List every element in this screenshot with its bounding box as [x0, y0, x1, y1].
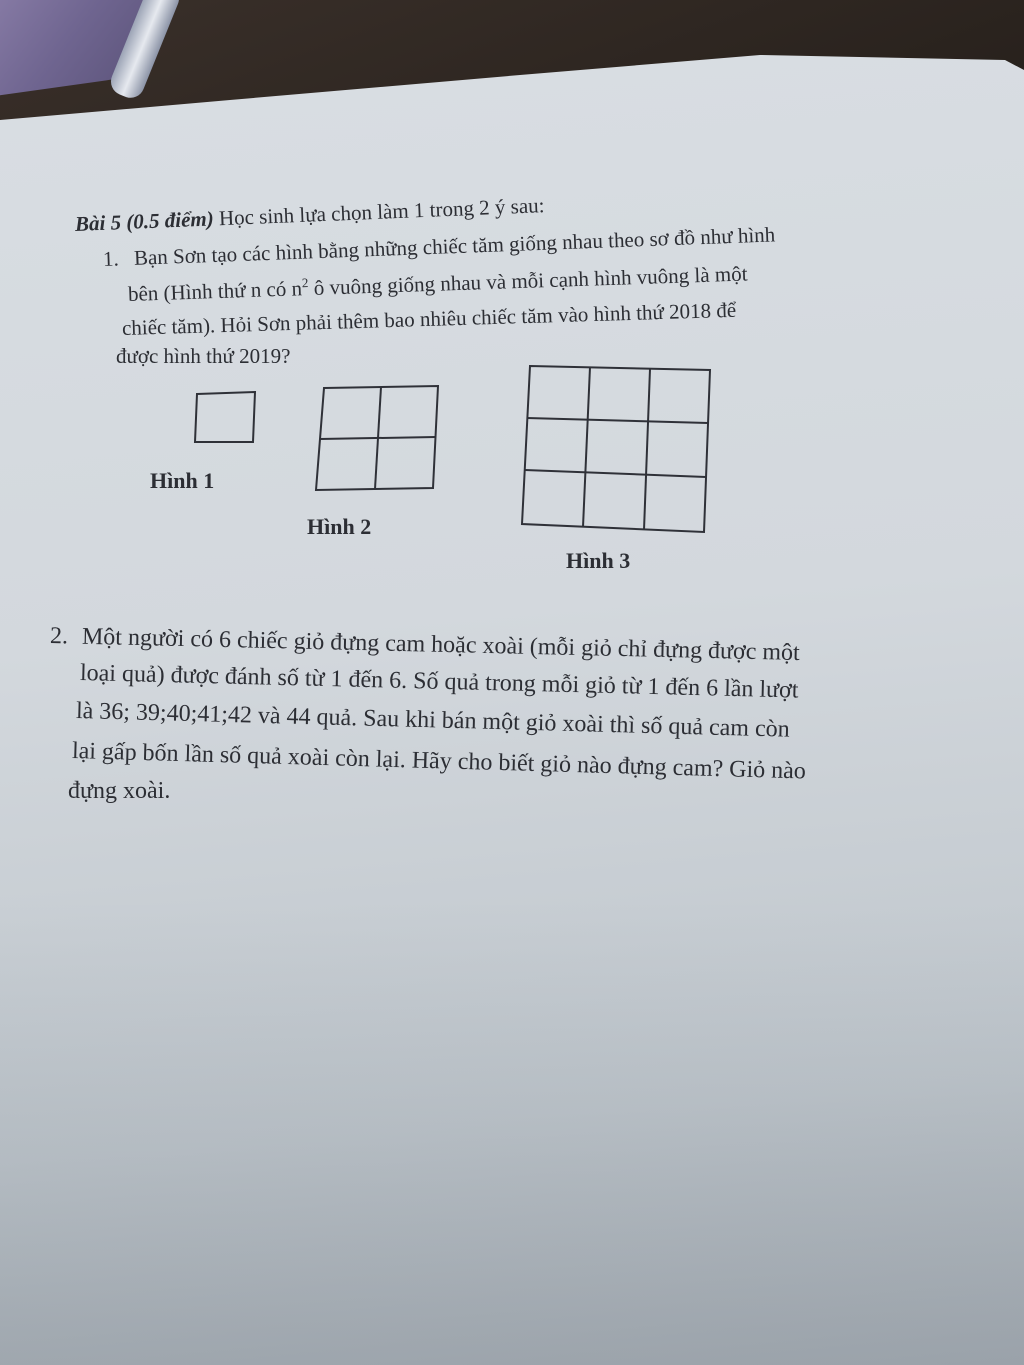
figure-3-grid	[522, 364, 712, 536]
q1-text-2a: bên (Hình thứ n có n	[127, 276, 303, 306]
figure-1-label: Hình 1	[150, 468, 215, 493]
figure-3-label: Hình 3	[566, 548, 631, 573]
q1-text-3: chiếc tăm). Hỏi Sơn phải thêm bao nhiêu chiếc tăm vào hình thứ 2018 để	[121, 297, 737, 340]
exponent: 2	[301, 275, 309, 291]
figure-1-grid	[195, 392, 257, 444]
q1-line-4	[116, 344, 290, 369]
q2-text-4: lại gấp bốn lần số quả xoài còn lại. Hãy cho biết giỏ nào đựng cam? Giỏ nào	[71, 738, 807, 785]
q1-line-3	[122, 298, 737, 341]
q2-text-1: Một người có 6 chiếc giỏ đựng cam hoặc xoài (mỗi giỏ chỉ đựng được một	[81, 623, 801, 667]
q2-text-2: loại quả) được đánh số từ 1 đến 6. Số quả trong mỗi giỏ từ 1 đến 6 lần lượt	[79, 660, 799, 704]
q1-text-4: được hình thứ 2019?	[116, 344, 291, 368]
q2-text-3: là 36; 39;40;41;42 và 44 quả. Sau khi bán một giỏ xoài thì số quả cam còn	[75, 698, 791, 743]
figure-2-label: Hình 2	[307, 514, 372, 539]
problem-instruction: Học sinh lựa chọn làm 1 trong 2 ý sau:	[213, 193, 545, 231]
q2-line-5	[68, 778, 170, 805]
problem-header	[74, 193, 544, 237]
q1-number: 1.	[102, 246, 120, 271]
q2-line-4	[72, 738, 807, 785]
q2-line-2	[80, 660, 799, 705]
q2-line-3	[76, 698, 790, 744]
q2-text-5: đựng xoài.	[68, 778, 171, 804]
q2-line-1	[50, 623, 800, 667]
q1-text-1: Bạn Sơn tạo các hình bằng những chiếc tăm giống nhau theo sơ đồ như hình	[133, 222, 776, 270]
problem-title: Bài 5 (0.5 điểm)	[74, 206, 215, 236]
figure-2-grid	[316, 386, 440, 492]
q2-number: 2.	[49, 623, 69, 650]
q1-text-2b: ô vuông giống nhau và mỗi cạnh hình vuông là một	[308, 261, 748, 301]
